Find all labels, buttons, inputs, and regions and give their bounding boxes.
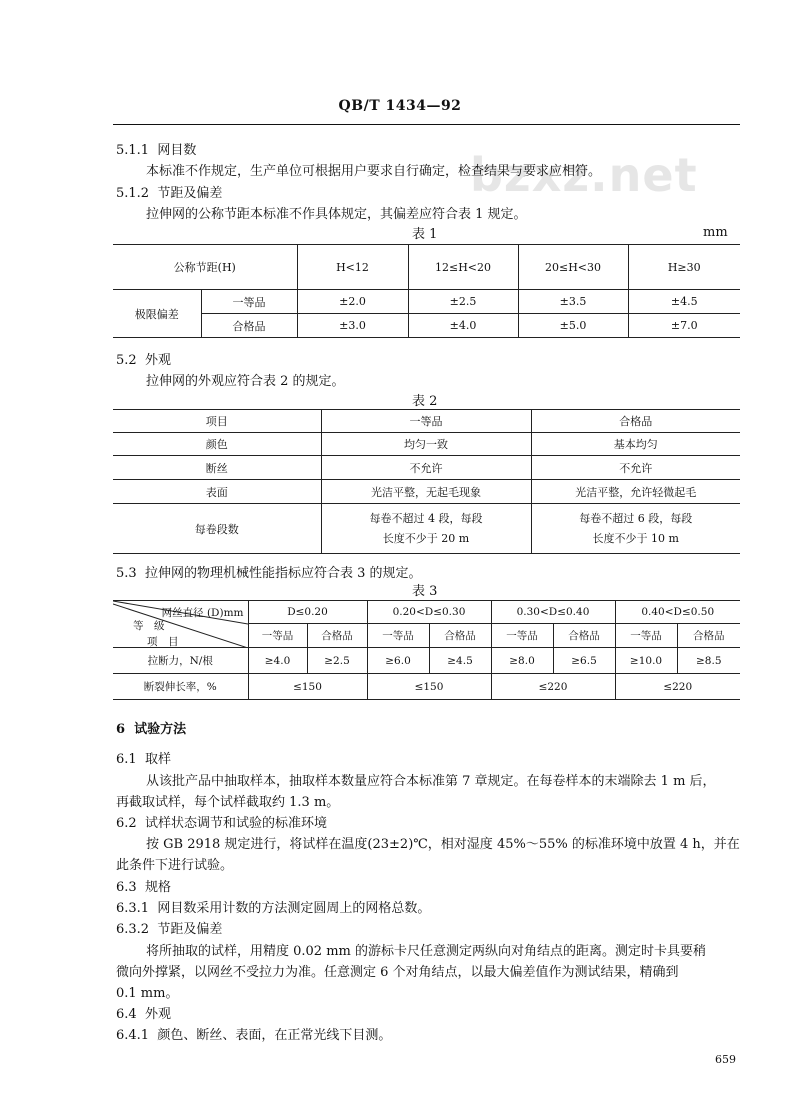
table3-cell: ≤150 (367, 674, 491, 700)
table3-diagonal-header (113, 601, 248, 648)
section-5-1-2-body: 拉伸网的公称节距本标准不作具体规定，其偏差应符合表 1 规定。 (146, 207, 527, 222)
table3-cell: ≥8.0 (491, 648, 553, 674)
section-6-3-1-heading: 6.3.1 网目数采用计数的方法测定圆周上的网格总数。 (116, 901, 431, 916)
table2-cell: 光洁平整，允许轻微起毛 (531, 480, 740, 504)
table3-cell: ≥4.0 (248, 648, 307, 674)
section-6-3-2-line1: 将所抽取的试样，用精度 0.02 mm 的游标卡尺任意测定两纵向对角结点的距离。测定时卡具要稍 (146, 944, 706, 959)
section-6-4-1-heading: 6.4.1 颜色、断丝、表面，在正常光线下目测。 (116, 1028, 392, 1043)
table2-cell: 不允许 (321, 456, 531, 480)
table3-grade: 合格品 (677, 624, 740, 648)
table1-grade: 合格品 (201, 314, 297, 338)
table3-grade: 合格品 (307, 624, 367, 648)
table1-head-range: 12≤H<20 (408, 245, 518, 290)
table3-grade: 合格品 (429, 624, 491, 648)
table1-head-label: 公称节距(H) (113, 245, 297, 290)
table2-cell: 均匀一致 (321, 433, 531, 456)
diag-label-mid: 等 级 (133, 620, 165, 632)
diag-label-top: 网丝直径 (D)mm (161, 607, 244, 619)
document-code-header: QB/T 1434—92 (338, 98, 462, 114)
table3-range: D≤0.20 (248, 601, 367, 624)
table1-cell: ±7.0 (628, 314, 740, 338)
table1-head-range: 20≤H<30 (518, 245, 628, 290)
section-5-2-body: 拉伸网的外观应符合表 2 的规定。 (146, 374, 345, 389)
table2-item: 每卷段数 (113, 504, 321, 554)
table3-cell: ≥6.5 (553, 648, 615, 674)
table2-head: 项目 (113, 410, 321, 433)
table1-group-label: 极限偏差 (113, 290, 201, 338)
table1-grade: 一等品 (201, 290, 297, 314)
section-6-3-2-heading: 6.3.2 节距及偏差 (116, 922, 223, 937)
table2-head: 合格品 (531, 410, 740, 433)
table2 (113, 409, 740, 554)
section-6-2-line2: 此条件下进行试验。 (116, 858, 234, 873)
table1 (113, 244, 740, 338)
section-5-1-1-body: 本标准不作规定，生产单位可根据用户要求自行确定，检查结果与要求应相符。 (146, 164, 602, 179)
table1-cell: ±4.0 (408, 314, 518, 338)
table2-item: 颜色 (113, 433, 321, 456)
table1-caption: 表 1 (412, 227, 438, 242)
table3-row-label: 拉断力，N/根 (113, 648, 248, 674)
table1-head-range: H≥30 (628, 245, 740, 290)
section-6-3-2-line2: 微向外撑紧，以网丝不受拉力为准。任意测定 6 个对角结点，以最大偏差值作为测试结果，精确到 (116, 965, 679, 980)
table3-range: 0.20<D≤0.30 (367, 601, 491, 624)
table3-row-label: 断裂伸长率，% (113, 674, 248, 700)
table2-cell: 光洁平整，无起毛现象 (321, 480, 531, 504)
table2-cell: 基本均匀 (531, 433, 740, 456)
table3-cell: ≤220 (615, 674, 740, 700)
section-6-3-heading: 6.3 规格 (116, 880, 171, 895)
table2-head: 一等品 (321, 410, 531, 433)
table3-cell: ≥10.0 (615, 648, 677, 674)
table3-cell: ≥6.0 (367, 648, 429, 674)
table2-cell: 每卷不超过 6 段，每段 长度不少于 10 m (531, 504, 740, 554)
section-6-2-line1: 按 GB 2918 规定进行，将试样在温度(23±2)℃，相对湿度 45%～55% 的标准环境中放置 4 h，并在 (146, 837, 740, 852)
section-6-1-heading: 6.1 取样 (116, 752, 171, 767)
table1-cell: ±4.5 (628, 290, 740, 314)
section-6-2-heading: 6.2 试样状态调节和试验的标准环境 (116, 816, 327, 831)
table1-head-range: H<12 (297, 245, 408, 290)
table1-cell: ±5.0 (518, 314, 628, 338)
table3-range: 0.30<D≤0.40 (491, 601, 615, 624)
section-5-1-1-heading: 5.1.1 网目数 (116, 143, 197, 158)
table3-caption: 表 3 (412, 584, 438, 599)
table1-cell: ±2.0 (297, 290, 408, 314)
table1-cell: ±2.5 (408, 290, 518, 314)
table1-cell: ±3.5 (518, 290, 628, 314)
page-number: 659 (715, 1053, 736, 1066)
table3 (113, 600, 740, 700)
table3-cell: ≥4.5 (429, 648, 491, 674)
table3-cell: ≤220 (491, 674, 615, 700)
table2-item: 表面 (113, 480, 321, 504)
table3-grade: 一等品 (248, 624, 307, 648)
table3-grade: 一等品 (615, 624, 677, 648)
watermark: bzxz.net (470, 148, 698, 202)
table3-cell: ≥2.5 (307, 648, 367, 674)
table3-grade: 合格品 (553, 624, 615, 648)
table3-grade: 一等品 (491, 624, 553, 648)
section-6-4-heading: 6.4 外观 (116, 1007, 171, 1022)
table2-cell: 不允许 (531, 456, 740, 480)
table3-cell: ≥8.5 (677, 648, 740, 674)
table2-item: 断丝 (113, 456, 321, 480)
diag-label-bot: 项 目 (147, 636, 179, 648)
section-6-1-line2: 再截取试样，每个试样截取约 1.3 m。 (116, 795, 340, 810)
table2-cell: 每卷不超过 4 段，每段 长度不少于 20 m (321, 504, 531, 554)
table3-grade: 一等品 (367, 624, 429, 648)
section-5-1-2-heading: 5.1.2 节距及偏差 (116, 186, 223, 201)
section-6-heading: 6 试验方法 (116, 722, 187, 737)
section-6-1-line1: 从该批产品中抽取样本，抽取样本数量应符合本标准第 7 章规定。在每卷样本的末端除去 1 m 后， (146, 774, 716, 789)
table2-caption: 表 2 (412, 394, 438, 409)
header-rule (113, 124, 740, 125)
section-5-2-heading: 5.2 外观 (116, 353, 171, 368)
section-6-3-2-line3: 0.1 mm。 (116, 986, 179, 1001)
table3-range: 0.40<D≤0.50 (615, 601, 740, 624)
section-5-3-heading: 5.3 拉伸网的物理机械性能指标应符合表 3 的规定。 (116, 566, 422, 581)
table1-unit: mm (703, 225, 728, 240)
table3-cell: ≤150 (248, 674, 367, 700)
table1-cell: ±3.0 (297, 314, 408, 338)
